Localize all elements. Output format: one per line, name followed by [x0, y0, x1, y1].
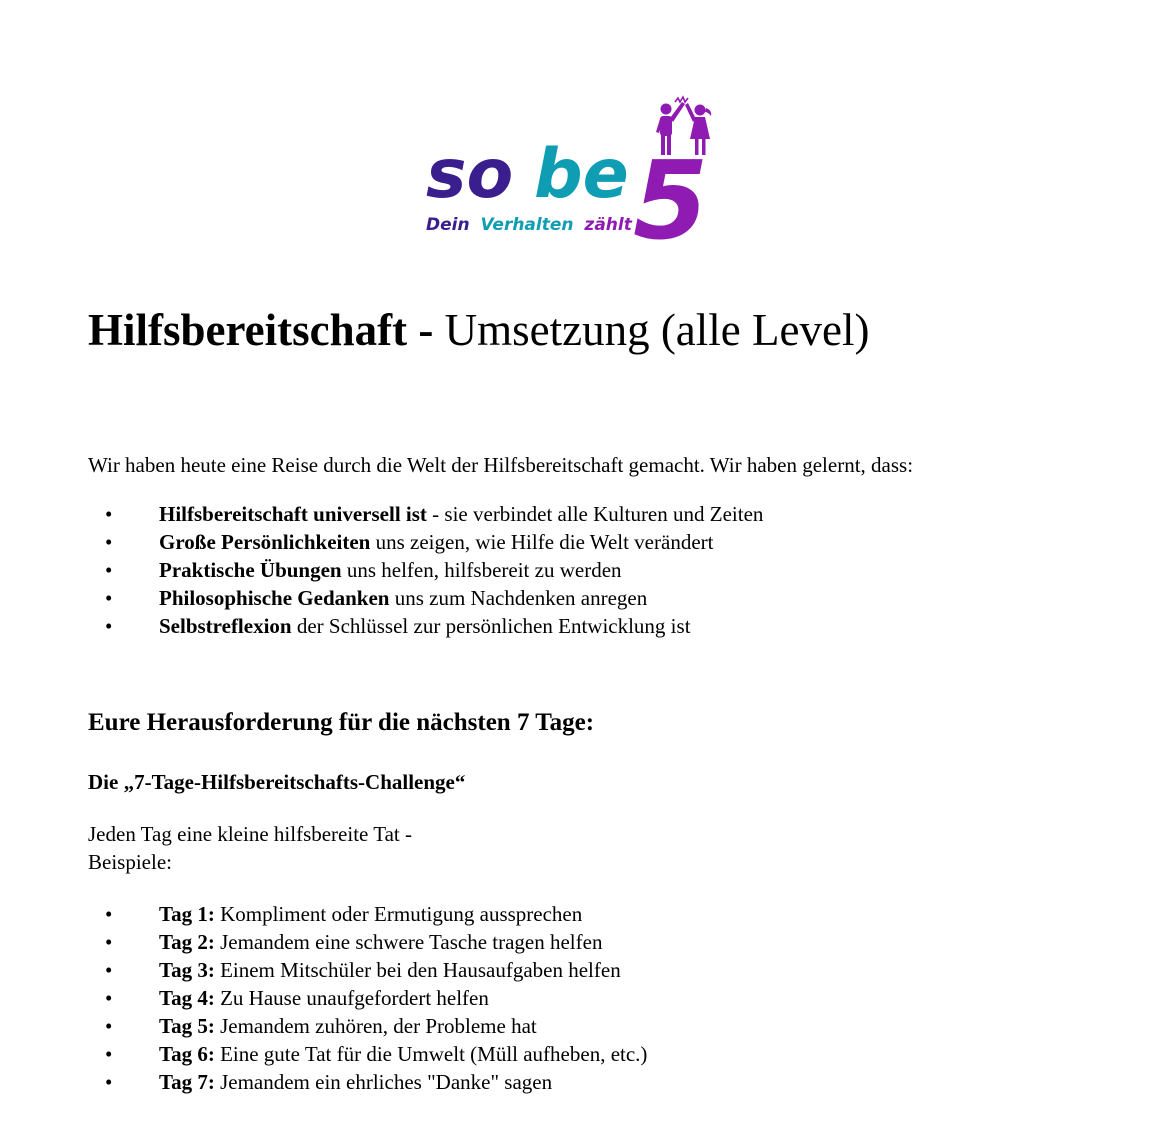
list-item: • Selbstreflexion der Schlüssel zur persönlichen Entwicklung ist [105, 614, 691, 638]
logo-text-be: be [534, 135, 629, 214]
bullet-icon: • [105, 1042, 113, 1066]
sobe5-logo [420, 92, 720, 247]
bullet-icon: • [105, 930, 113, 954]
tagline-verhalten: Verhalten [480, 215, 574, 235]
tagline-dein: Dein [426, 215, 470, 235]
learnings-list [105, 500, 763, 640]
bullet-icon: • [105, 1070, 113, 1094]
list-item: • Philosophische Gedanken uns zum Nachdenken anregen [105, 586, 648, 610]
intro-paragraph: Wir haben heute eine Reise durch die Welt der Hilfsbereitschaft gemacht. Wir haben gelernt, dass: [88, 453, 914, 477]
challenge-heading: Eure Herausforderung für die nächsten 7 Tage: [88, 709, 595, 736]
logo-number-5: 5 [633, 139, 709, 247]
page-title-normal: Umsetzung (alle Level) [433, 305, 870, 355]
svg-text:Dein Verhalten zäh [426, 215, 633, 235]
bullet-icon: • [105, 986, 113, 1010]
list-item: • Tag 2: Jemandem eine schwere Tasche tragen helfen [105, 930, 603, 954]
list-item: • Tag 7: Jemandem ein ehrliches "Danke" sagen [105, 1070, 553, 1094]
list-item: • Hilfsbereitschaft universell ist - sie verbindet alle Kulturen und Zeiten [105, 502, 764, 526]
bullet-icon: • [105, 586, 113, 610]
list-item: • Praktische Übungen uns helfen, hilfsbereit zu werden [105, 558, 622, 582]
list-item: • Tag 1: Kompliment oder Ermutigung aussprechen [105, 902, 583, 926]
bullet-icon: • [105, 1014, 113, 1038]
challenge-days-list [105, 900, 647, 1096]
bullet-icon: • [105, 958, 113, 982]
page-title [88, 300, 869, 360]
bullet-icon: • [105, 614, 113, 638]
bullet-icon: • [105, 558, 113, 582]
bullet-icon: • [105, 902, 113, 926]
list-item: • Tag 5: Jemandem zuhören, der Probleme hat [105, 1014, 537, 1038]
list-item: • Tag 6: Eine gute Tat für die Umwelt (Müll aufheben, etc.) [105, 1042, 648, 1066]
bullet-icon: • [105, 502, 113, 526]
list-item: • Tag 4: Zu Hause unaufgefordert helfen [105, 986, 489, 1010]
logo-text-so: so [426, 135, 514, 214]
list-item: • Tag 3: Einem Mitschüler bei den Hausaufgaben helfen [105, 958, 621, 982]
challenge-subheading: Die „7-Tage-Hilfsbereitschafts-Challenge“ [88, 770, 466, 794]
tagline-zaehlt: zählt [584, 215, 632, 235]
bullet-icon: • [105, 530, 113, 554]
challenge-description: Jeden Tag eine kleine hilfsbereite Tat - Beispiele: [88, 822, 412, 874]
list-item: • Große Persönlichkeiten uns zeigen, wie Hilfe die Welt verändert [105, 530, 714, 554]
page-title-bold: Hilfsbereitschaft - [88, 305, 434, 355]
